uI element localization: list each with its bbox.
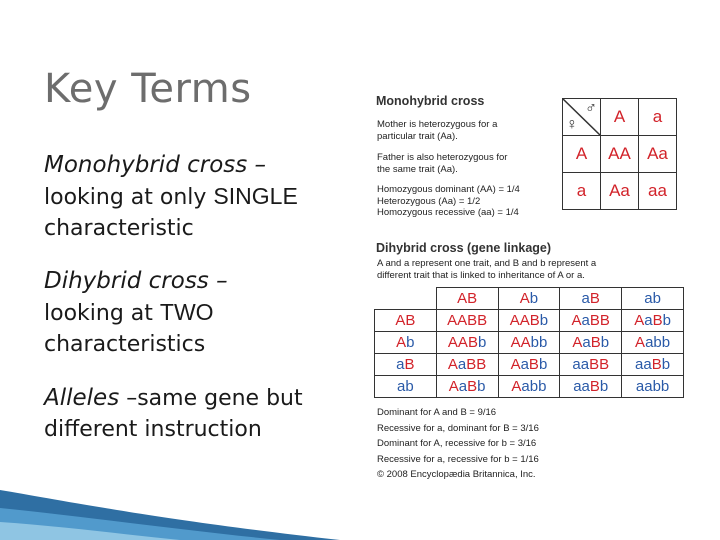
term-dihybrid	[44, 266, 228, 360]
di-corner-cell	[375, 288, 437, 310]
di-ratios: Dominant for A and B = 9/16 Recessive for a, dominant for B = 3/16 Dominant for A, recessive for b = 3/16 Recessive for a, recessive for b = 1/16 © 2008 Encyclopædia Britannica, Inc.	[377, 405, 539, 483]
di-cell: AaBB	[436, 354, 498, 376]
di-row-header: ab	[375, 376, 437, 398]
decorative-swoosh	[0, 450, 340, 540]
di-description: A and a represent one trait, and B and b represent a different trait that is linked to inheritance of A or a.	[377, 258, 597, 281]
mono-cell: Aa	[601, 173, 639, 210]
term-text: different instruction	[44, 417, 262, 442]
di-col-header: Ab	[498, 288, 560, 310]
di-cell: aabb	[622, 376, 684, 398]
di-cell: aaBb	[560, 376, 622, 398]
male-symbol-icon: ♂	[585, 100, 597, 117]
term-text: looking at	[44, 301, 160, 326]
term-emphasis: TWO	[159, 299, 214, 325]
sex-symbols-cell	[563, 99, 601, 136]
term-monohybrid	[44, 150, 298, 244]
di-row-header: Ab	[375, 332, 437, 354]
mono-father-text: Father is also heterozygous for the same trait (Aa).	[377, 152, 508, 175]
monohybrid-punnett-square	[562, 98, 677, 210]
mono-cell: AA	[601, 136, 639, 173]
female-symbol-icon: ♀	[566, 116, 578, 133]
di-col-header: ab	[622, 288, 684, 310]
di-cell: Aabb	[498, 376, 560, 398]
di-cell: AaBb	[436, 376, 498, 398]
di-row-header: AB	[375, 310, 437, 332]
di-cell: AaBb	[560, 332, 622, 354]
term-heading: Dihybrid cross –	[44, 268, 228, 294]
term-heading: Monohybrid cross –	[44, 152, 267, 178]
mono-col-header: a	[639, 99, 677, 136]
di-cell: AaBb	[498, 354, 560, 376]
di-cell: AABB	[436, 310, 498, 332]
term-text: characteristics	[44, 332, 206, 357]
di-cell: AaBB	[560, 310, 622, 332]
term-alleles	[44, 383, 303, 445]
di-heading: Dihybrid cross (gene linkage)	[376, 241, 552, 255]
mono-ratios: Homozygous dominant (AA) = 1/4 Heterozygous (Aa) = 1/2 Homozygous recessive (aa) = 1/4	[377, 184, 520, 218]
mono-cell: aa	[639, 173, 677, 210]
di-cell: aaBB	[560, 354, 622, 376]
copyright-text: © 2008 Encyclopædia Britannica, Inc.	[377, 469, 536, 480]
di-cell: AABb	[436, 332, 498, 354]
di-col-header: aB	[560, 288, 622, 310]
mono-row-header: a	[563, 173, 601, 210]
di-cell: Aabb	[622, 332, 684, 354]
mono-row-header: A	[563, 136, 601, 173]
di-cell: AABb	[498, 310, 560, 332]
term-text: characteristic	[44, 216, 194, 241]
mono-col-header: A	[601, 99, 639, 136]
term-text: –same gene but	[119, 386, 303, 411]
mono-heading: Monohybrid cross	[376, 94, 485, 108]
dihybrid-punnett-square	[374, 287, 684, 398]
term-text: looking at only	[44, 185, 214, 210]
term-heading: Alleles	[44, 385, 120, 411]
slide-title: Key Terms	[44, 66, 252, 112]
di-cell: AAbb	[498, 332, 560, 354]
di-col-header: AB	[436, 288, 498, 310]
di-cell: aaBb	[622, 354, 684, 376]
mono-mother-text: Mother is heterozygous for a particular trait (Aa).	[377, 119, 498, 142]
mono-cell: Aa	[639, 136, 677, 173]
term-emphasis: SINGLE	[213, 183, 298, 209]
di-cell: AaBb	[622, 310, 684, 332]
di-row-header: aB	[375, 354, 437, 376]
